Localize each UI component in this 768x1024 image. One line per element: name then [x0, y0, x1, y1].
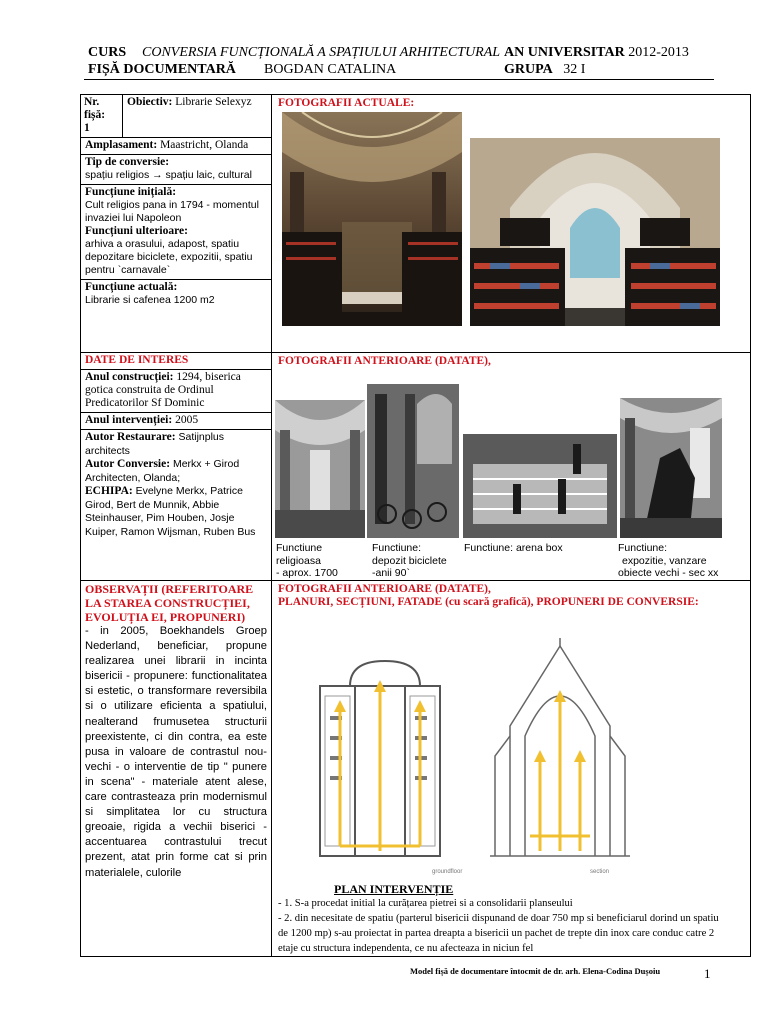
caption-bicycle-storage: Functiune: depozit biciclete -anii 90`	[372, 542, 447, 579]
photo-bookshelves-arch	[470, 138, 720, 326]
left-info-cell	[81, 95, 272, 353]
footer-credit: Model fișă de documentare întocmit de dr. arh. Elena-Codina Dușoiu	[410, 966, 661, 976]
observatii-title: OBSERVAȚII (REFERITOARE LA STAREA CONSTRUCȚIEI, EVOLUȚIA EI, PROPUNERI)	[85, 582, 254, 624]
fisa-label: FIȘĂ DOCUMENTARĂ	[88, 62, 236, 77]
grupa-value: 32 I	[563, 62, 586, 77]
tip-value: spațiu religios → spațiu laic, cultural	[85, 169, 252, 181]
autor-conversie-value: Merkx + Girod Architecten, Olanda;	[85, 458, 240, 484]
echipa-value: Evelyne Merkx, Patrice Girod, Bert de Munnik, Abbie Steinhauser, Pim Houben, Josje Kuiper, Ramon Wijsman, Ruben Bus	[85, 485, 256, 538]
functiune-actuala-label: Funcțiune actuală:	[85, 281, 178, 293]
header-divider	[84, 79, 714, 80]
autor-conversie-label: Autor Conversie:	[85, 458, 171, 470]
previous-photos-title: FOTOGRAFII ANTERIOARE (DATATE),	[278, 355, 491, 367]
amplasament-label: Amplasament:	[85, 139, 158, 151]
date-interes-title: DATE DE INTERES	[81, 353, 271, 370]
obiectiv-value: Librarie Selexyz	[175, 96, 252, 108]
functiuni-ulterioare-value: arhiva a orasului, adapost, spatiu depozitare biciclete, expozitii, spatiu pentru `carnavale`	[85, 238, 253, 276]
nr-label: Nr. fișă:	[84, 96, 106, 121]
observatii-text: - in 2005, Boekhandels Groep Nederland, beneficiar, propune realizarea unei librarii in incinta bisericii - propunere: functionalitatea si estetic, o transformare reversibila si o utilizare eficienta a spatiului, nealterand frumusetea structurii preexistente, ci din contra, ea este pusa in valoare de contrastul nou- vechi - o interventie de tip " punere in scena" - materiale atent alese, care contrasteaza prin modernismul si simplitatea lor cu structura greoaie, rigida a vechii biserici - accentuarea contrastului trecut prezent, atat prin forme cat si prin materialele, culorile	[85, 625, 267, 879]
an-constructie-label: Anul construcției:	[85, 371, 174, 383]
photo-exhibition-sale	[620, 398, 722, 538]
functiune-initiala-value: Cult religios pana in 1794 - momentul invaziei lui Napoleon	[85, 199, 259, 224]
page-number: 1	[704, 966, 711, 981]
plan-interventie-title: PLAN INTERVENȚIE	[334, 882, 454, 896]
interventions-text	[278, 896, 722, 956]
caption-religious: Functiune religioasa - aprox. 1700	[276, 542, 338, 579]
an-interventie-value: 2005	[175, 414, 199, 426]
author-name: BOGDAN CATALINA	[264, 62, 397, 77]
photo-religious-1700	[275, 400, 365, 538]
an-interventie-label: Anul intervenției:	[85, 414, 173, 426]
functiune-actuala-value: Librarie si cafenea 1200 m2	[85, 294, 215, 306]
amplasament-value: Maastricht, Olanda	[160, 139, 249, 151]
nr-value: 1	[84, 122, 90, 134]
autor-restaurare-value: Satijnplus architects	[85, 431, 225, 457]
current-photos-title: FOTOGRAFII ACTUALE:	[278, 97, 415, 109]
section-drawing	[480, 636, 640, 866]
grupa-label: GRUPA	[504, 62, 553, 77]
photo-interior-nave	[282, 112, 462, 326]
observatii-cell	[81, 581, 272, 957]
date-interes-cell	[81, 353, 272, 581]
an-label: AN UNIVERSITAR	[504, 45, 625, 60]
plans-title-2: PLANURI, SECȚIUNI, FATADE (cu scară grafică), PROPUNERI DE CONVERSIE:	[278, 596, 699, 608]
caption-exhibition: Functiune: expozitie, vanzare obiecte vechi - sec xx	[618, 542, 719, 579]
an-value: 2012-2013	[628, 45, 689, 60]
ground-floor-plan	[310, 656, 460, 874]
document-header	[88, 44, 716, 78]
plan-label-groundfloor: groundfloor	[432, 869, 463, 875]
intervention-1: - 1. S-a procedat initial la curățarea pietrei si a consolidarii planseului	[278, 898, 573, 909]
functiune-initiala-label: Funcțiune inițială:	[85, 186, 177, 198]
echipa-label: ECHIPA:	[85, 485, 133, 497]
autor-restaurare-label: Autor Restaurare:	[85, 431, 176, 443]
tip-label: Tip de conversie:	[85, 156, 170, 168]
caption-boxing-arena: Functiune: arena box	[464, 542, 563, 554]
functiuni-ulterioare-label: Funcțiuni ulterioare:	[85, 225, 188, 237]
curs-title: CONVERSIA FUNCȚIONALĂ A SPAȚIULUI ARHITECTURAL	[142, 45, 501, 60]
obiectiv-label: Obiectiv:	[127, 96, 173, 108]
intervention-2: - 2. din necesitate de spatiu (parterul bisericii dispunand de doar 750 mp si beneficiarul dorind un spatiu de 1200 mp) s-au proiectat in partea dreapta a bisericii un pachet de trepte din inox care conduc catre 2 etaje cu structura independenta, ce nu afecteaza in niciun fel	[278, 913, 719, 954]
photo-boxing-arena	[463, 434, 617, 538]
photo-bicycle-storage	[367, 384, 459, 538]
curs-label: CURS	[88, 45, 127, 60]
plan-label-section: section	[590, 869, 610, 875]
plans-title-1: FOTOGRAFII ANTERIOARE (DATATE),	[278, 583, 491, 595]
an-constructie-value: 1294, biserica gotica construita de Ordinul Predicatorilor Sf Dominic	[85, 371, 241, 409]
